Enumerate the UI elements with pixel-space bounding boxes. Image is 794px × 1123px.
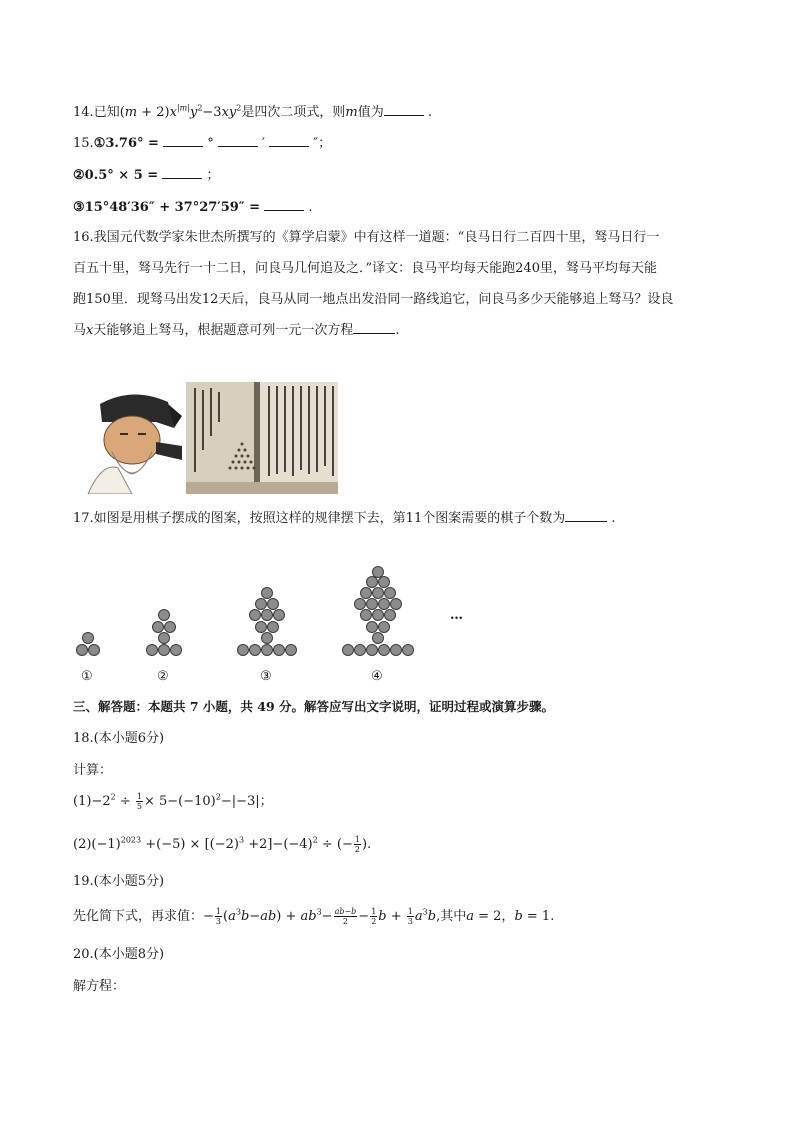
answer-blank[interactable] [218,134,258,147]
answer-blank[interactable] [565,509,607,522]
question-15-part-2: ②0.5° × 5 = ； [73,168,220,183]
question-19-body: 先化简下式，再求值：− $\frac{1}{3}$ $(a^3b-ab) + ab^3-$ $\frac{ab-b}{2}$ − $\frac{1}{2}$ b + $\frac{1}{3}$ $a^3b$,其中a = 2，b = 1. [73,907,555,926]
answer-blank[interactable] [162,166,202,179]
pattern-label-4: ④ [371,669,383,684]
answer-blank[interactable] [269,134,309,147]
question-18-intro: 计算： [73,763,113,778]
question-14: 14.已知$(m + 2)x^{|m|}y^2-3xy^2$是四次二项式，则m值为 . [73,103,432,120]
question-16-line-1: 16.我国元代数学家朱世杰所撰写的《算学启蒙》中有这样一道题：“良马日行二百四十里，驽马日行一 [73,230,660,245]
question-16-line-3: 跑150里．现驽马出发12天后，良马从同一地点出发沿同一路线追它，问良马多少天能够追上驽马？设良 [73,292,674,307]
question-19-heading: 19.(本小题5分) [73,874,165,889]
question-18-heading: 18.(本小题6分) [73,731,165,746]
answer-blank[interactable] [163,134,203,147]
section-3-heading: 三、解答题：本题共 7 小题，共 49 分。解答应写出文字说明，证明过程或演算步骤。 [73,699,555,714]
question-16-line-2: 百五十里，驽马先行一十二日，问良马几何追及之．”译文：良马平均每天能跑240里，驽马平均每天能 [73,261,657,276]
question-16-line-4: 马x天能够追上驽马，根据题意可列一元一次方程 . [73,323,400,338]
question-18-part-2: $(2)(-1)^{2023} +(-5) \times [(-2)^3 +2]-(-4)^2$ ÷ (− $\frac{1}{2}$ ). [73,835,372,854]
question-17: 17.如图是用棋子摆成的图案，按照这样的规律摆下去，第11个图案需要的棋子个数为 . [73,511,616,526]
pattern-ellipsis: … [450,608,464,623]
pattern-4 [343,567,414,656]
pattern-label-1: ① [81,669,93,684]
question-20-intro: 解方程： [73,979,126,994]
answer-blank[interactable] [353,321,395,334]
question-15-part-3: ③15°48′36″ + 37°27′59″ = . [73,200,313,215]
chess-piece-patterns [60,560,440,665]
question-20-heading: 20.(本小题8分) [73,947,165,962]
answer-blank[interactable] [384,103,424,116]
question-18-part-1: $(1)-2^2$ ÷ $\frac{1}{5}$ × $5-(-10)^2-|-3|$； [73,792,273,811]
zhu-shijie-portrait-image [82,382,182,494]
pattern-1 [77,633,100,656]
question-15-part-1: 15.①3.76° = ° ′ ″； [73,136,332,151]
pattern-label-3: ③ [260,669,272,684]
pattern-2 [147,610,182,656]
suanxue-qimeng-book-image [186,382,338,494]
answer-blank[interactable] [264,198,304,211]
pattern-3 [238,588,297,656]
pattern-label-2: ② [157,669,169,684]
